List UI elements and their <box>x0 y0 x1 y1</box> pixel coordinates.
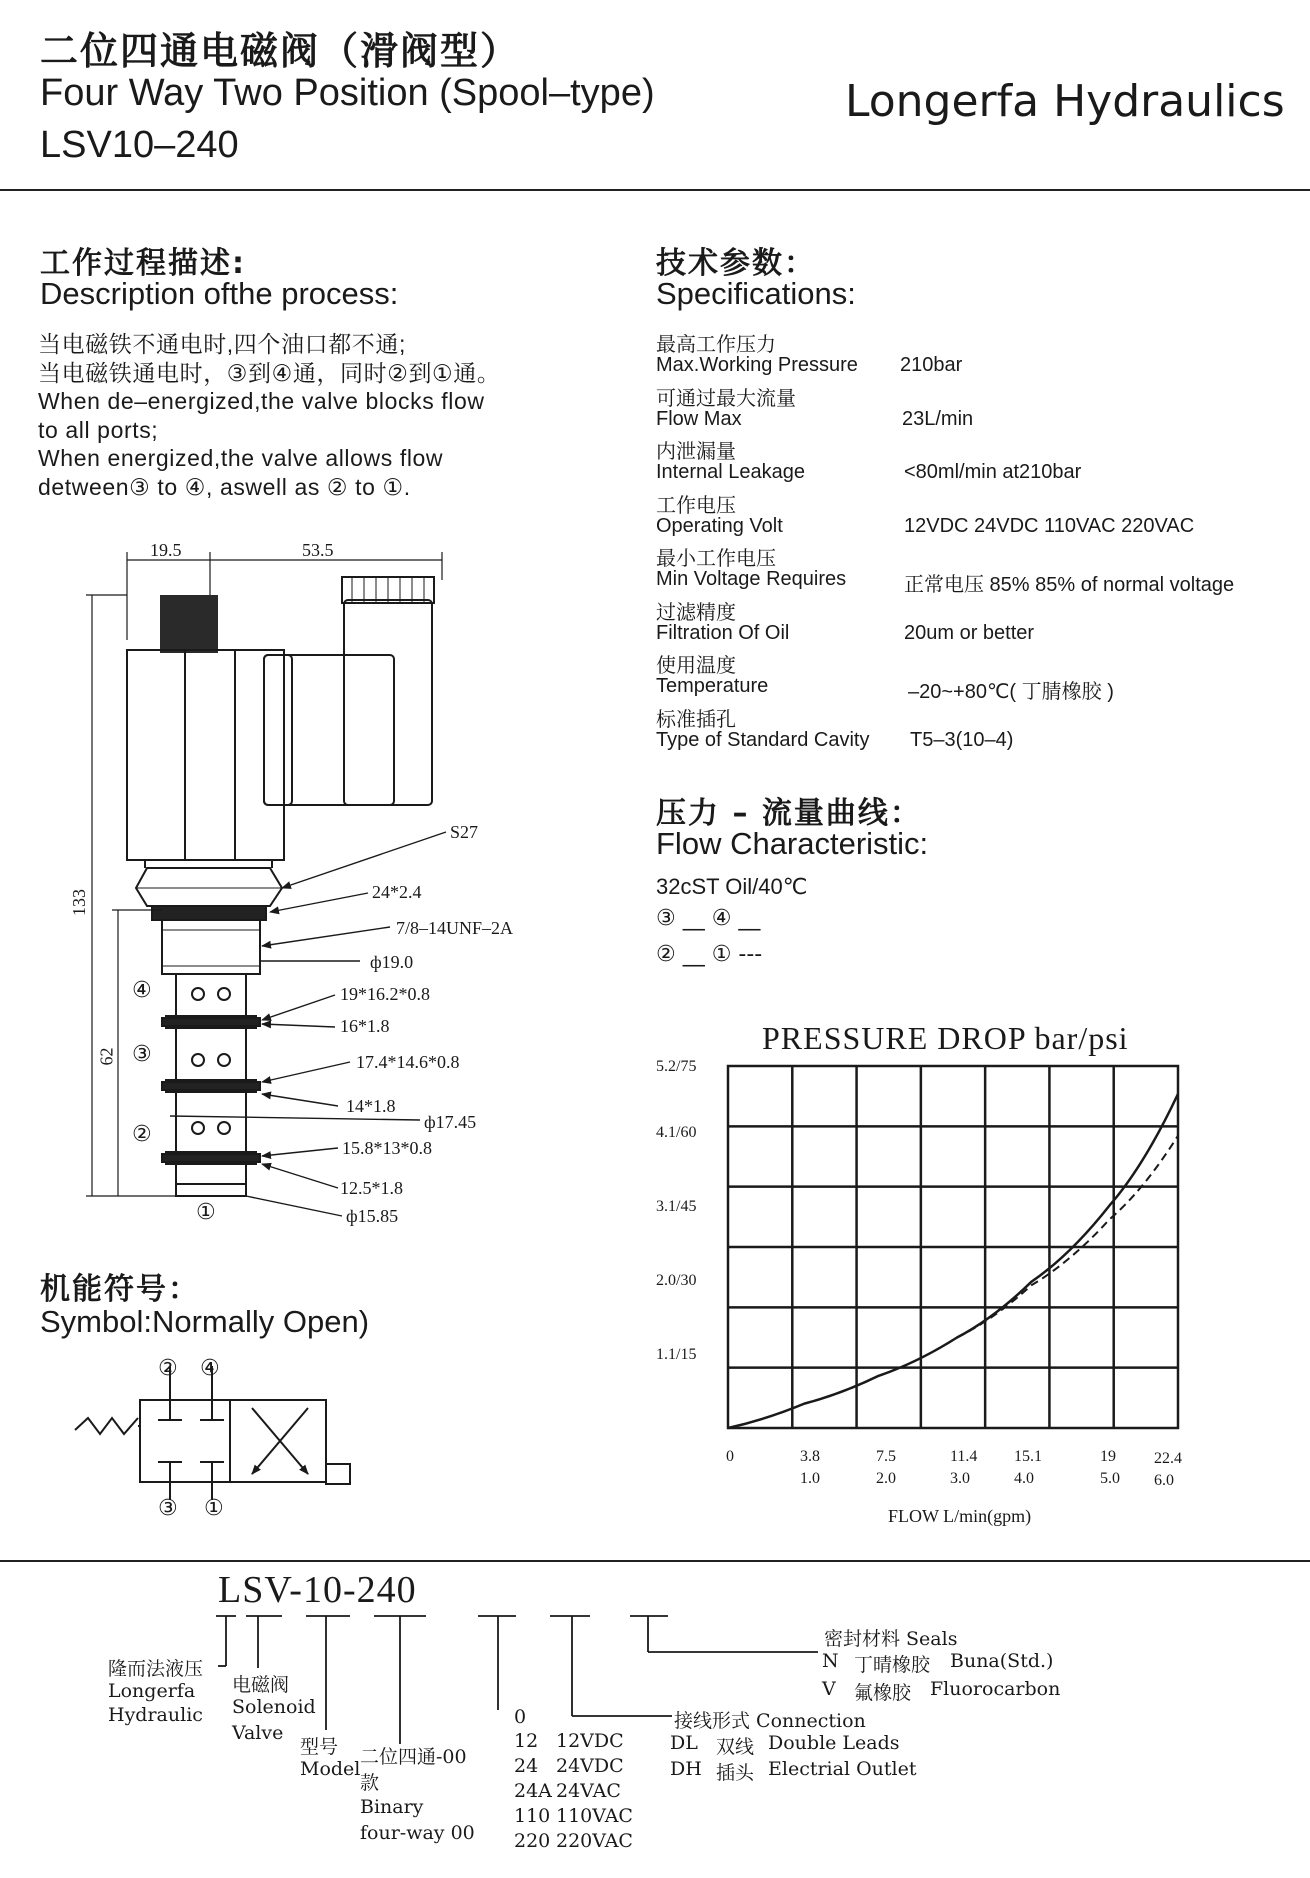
order-type-cn: 二位四通-00 <box>360 1746 467 1768</box>
callout-label: ф19.0 <box>370 952 414 972</box>
title-cn: 二位四通电磁阀（滑阀型） <box>40 29 521 73</box>
series-dashed-line <box>728 1136 1178 1428</box>
connection-title: 接线形式 Connection <box>674 1710 866 1732</box>
knurled-nut <box>160 595 218 653</box>
spec-label-en: Min Voltage Requires <box>656 568 847 590</box>
voltage-label: 24VAC <box>556 1780 621 1802</box>
order-type-en: Binary <box>360 1796 424 1818</box>
spec-label-en: Max.Working Pressure <box>656 354 858 376</box>
model-number: LSV10–240 <box>40 124 239 166</box>
seals-title: 密封材料 Seals <box>824 1628 958 1650</box>
connection-en: Electrial Outlet <box>768 1758 917 1780</box>
order-brand-en: Hydraulic <box>108 1704 203 1726</box>
y-tick-label: 2.0/30 <box>656 1272 697 1289</box>
voltage-label: 220VAC <box>556 1830 633 1852</box>
spec-label-en: Internal Leakage <box>656 461 806 483</box>
spec-label-en: Operating Volt <box>656 514 783 537</box>
port-label-4: ④ <box>132 978 152 1003</box>
x-axis-label: FLOW L/min(gpm) <box>888 1506 1032 1526</box>
spec-label-cn: 标准插孔 <box>656 708 736 731</box>
callout-label: S27 <box>450 822 479 842</box>
x-tick-label-gpm: 1.0 <box>800 1470 820 1487</box>
description-line: to all ports; <box>38 416 159 443</box>
connection-en: Double Leads <box>768 1732 900 1754</box>
x-tick-label: 19 <box>1100 1448 1116 1465</box>
spec-label-en: Flow Max <box>656 407 742 430</box>
pressure-flow-chart <box>728 1066 1178 1428</box>
description-line: 当电磁铁通电时，③到④通，同时②到①通。 <box>38 359 501 386</box>
hydraulic-symbol <box>75 1366 350 1500</box>
spec-heading-cn: 技术参数： <box>656 246 816 281</box>
description-line: When de–energized,the valve blocks flow <box>38 388 485 414</box>
connection-code: DL <box>670 1732 698 1754</box>
seal-code: N <box>822 1650 839 1672</box>
x-tick-label: 22.4 <box>1154 1450 1182 1467</box>
spec-value: T5–3(10–4) <box>910 728 1014 751</box>
spec-label-en: Filtration Of Oil <box>656 621 790 644</box>
spec-value: 23L/min <box>902 407 974 430</box>
callout-label: 15.8*13*0.8 <box>342 1138 432 1158</box>
flow-heading-cn: 压力 – 流量曲线： <box>656 796 922 831</box>
order-brand-cn: 隆而法液压 <box>108 1658 204 1680</box>
symbol-port-bottom-left: ③ <box>158 1496 178 1521</box>
symbol-port-bottom-right: ① <box>204 1496 224 1521</box>
callout-label: 19*16.2*0.8 <box>340 984 430 1004</box>
voltage-label: 12VDC <box>556 1730 624 1752</box>
x-tick-label-gpm: 4.0 <box>1014 1470 1034 1487</box>
spec-label-cn: 内泄漏量 <box>656 441 736 463</box>
x-tick-label-gpm: 6.0 <box>1154 1472 1174 1489</box>
spec-label-cn: 工作电压 <box>656 494 736 517</box>
port-label-3: ③ <box>132 1042 152 1067</box>
section-divider <box>0 1560 1310 1562</box>
description-line: When energized,the valve allows flow <box>38 445 444 471</box>
series-solid-line <box>728 1094 1178 1428</box>
symbol-heading-cn: 机能符号： <box>40 1272 200 1307</box>
voltage-code: 110 <box>514 1805 551 1827</box>
dim-top-left: 19.5 <box>150 540 182 560</box>
description-line: 当电磁铁不通电时,四个油口都不通; <box>38 331 406 357</box>
seal-en: Fluorocarbon <box>930 1678 1061 1700</box>
spec-value: 210bar <box>900 354 963 376</box>
x-tick-label: 7.5 <box>876 1448 896 1465</box>
solenoid-icon <box>326 1464 350 1484</box>
x-tick-label: 11.4 <box>950 1448 978 1465</box>
flow-heading-en: Flow Characteristic: <box>656 826 929 861</box>
description-heading-en: Description ofthe process: <box>40 276 399 311</box>
spec-value: –20~+80℃( 丁腈橡胶 ) <box>908 681 1114 703</box>
symbol-port-top-right: ④ <box>200 1356 220 1381</box>
callout-label: ф15.85 <box>346 1206 399 1226</box>
x-tick-label: 15.1 <box>1014 1448 1042 1465</box>
y-tick-label: 5.2/75 <box>656 1058 697 1075</box>
x-tick-label: 0 <box>726 1448 734 1465</box>
port-label-2: ② <box>132 1122 152 1147</box>
spec-value: <80ml/min at210bar <box>904 461 1082 483</box>
y-tick-label: 1.1/15 <box>656 1346 697 1363</box>
spec-label-en: Type of Standard Cavity <box>656 728 870 751</box>
electrical-connector <box>344 600 432 805</box>
symbol-heading-en: Symbol:Normally Open) <box>40 1304 370 1339</box>
callout-label: 16*1.8 <box>340 1016 390 1036</box>
port-label-1: ① <box>196 1200 216 1225</box>
description-heading-cn: 工作过程描述: <box>40 246 246 281</box>
connection-cn: 双线 <box>716 1736 755 1758</box>
x-tick-label-gpm: 2.0 <box>876 1470 896 1487</box>
callout-label: 12.5*1.8 <box>340 1178 403 1198</box>
chart-title: PRESSURE DROP bar/psi <box>762 1020 1129 1056</box>
callout-label: 7/8–14UNF–2A <box>396 918 514 938</box>
spec-label-cn: 最小工作电压 <box>656 548 776 570</box>
order-valve-cn: 电磁阀 <box>232 1674 290 1696</box>
voltage-code: 24 <box>514 1755 539 1777</box>
spec-value: 12VDC 24VDC 110VAC 220VAC <box>904 514 1195 537</box>
voltage-code: 0 <box>514 1706 527 1728</box>
connection-cn: 插头 <box>716 1762 755 1784</box>
order-type-cn: 款 <box>360 1772 380 1794</box>
order-valve-en: Solenoid <box>232 1696 316 1718</box>
voltage-code: 24A <box>514 1780 552 1802</box>
spec-value: 正常电压 85% 85% of normal voltage <box>904 574 1235 596</box>
spec-heading-en: Specifications: <box>656 276 856 311</box>
spec-value: 20um or better <box>904 621 1035 644</box>
spec-label-cn: 使用温度 <box>656 655 736 677</box>
voltage-label: 24VDC <box>556 1755 624 1777</box>
spec-label-cn: 过滤精度 <box>656 601 736 624</box>
callout-label: 14*1.8 <box>346 1096 396 1116</box>
dim-top-right: 53.5 <box>302 540 334 560</box>
order-brand-en: Longerfa <box>108 1680 196 1702</box>
y-tick-label: 3.1/45 <box>656 1198 697 1215</box>
brand-name: Longerfa Hydraulics <box>845 76 1285 127</box>
seal-code: V <box>822 1678 836 1700</box>
dim-height-total: 133 <box>69 889 89 916</box>
order-type-en: four-way 00 <box>360 1822 475 1844</box>
callout-label: ф17.45 <box>424 1112 477 1132</box>
seal-cn: 丁晴橡胶 <box>854 1654 931 1676</box>
order-model-en: Model <box>300 1758 361 1780</box>
order-model-cn: 型号 <box>300 1736 339 1758</box>
y-tick-label: 4.1/60 <box>656 1124 697 1141</box>
x-tick-label-gpm: 3.0 <box>950 1470 970 1487</box>
symbol-port-top-left: ② <box>158 1356 178 1381</box>
callout-label: 17.4*14.6*0.8 <box>356 1052 460 1072</box>
voltage-code: 220 <box>514 1830 551 1852</box>
flow-legend-a: ③ __ ④ __ <box>656 906 761 931</box>
hex-nut <box>136 868 282 906</box>
flow-legend-b: ② __ ① --- <box>656 942 763 967</box>
voltage-label: 110VAC <box>556 1805 633 1827</box>
coil-body <box>127 650 284 860</box>
callout-label: 24*2.4 <box>372 882 422 902</box>
voltage-code: 12 <box>514 1730 539 1752</box>
description-line: detween③ to ④, aswell as ② to ①. <box>38 473 411 500</box>
spec-label-en: Temperature <box>656 675 769 697</box>
seal-cn: 氟橡胶 <box>854 1682 912 1704</box>
spring-icon <box>75 1418 138 1434</box>
spec-label-cn: 可通过最大流量 <box>656 387 796 410</box>
order-code: LSV-10-240 <box>218 1569 417 1611</box>
order-valve-en: Valve <box>232 1722 284 1744</box>
dim-height-lower: 62 <box>96 1047 117 1066</box>
x-tick-label: 3.8 <box>800 1448 820 1465</box>
flow-oil-spec: 32cST Oil/40℃ <box>656 874 808 899</box>
x-tick-label-gpm: 5.0 <box>1100 1470 1120 1487</box>
seal-en: Buna(Std.) <box>950 1650 1054 1672</box>
connection-code: DH <box>670 1758 702 1780</box>
title-en: Four Way Two Position (Spool–type) <box>40 72 655 114</box>
spec-label-cn: 最高工作压力 <box>656 334 776 356</box>
